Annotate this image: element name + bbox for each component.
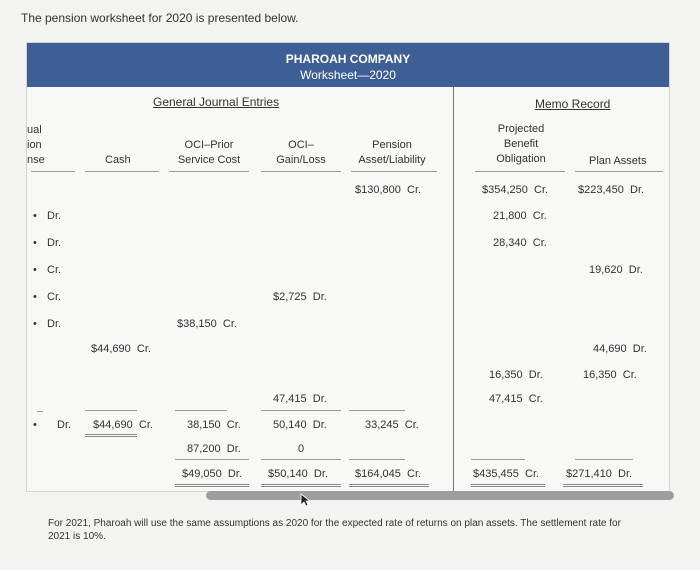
company-name: PHAROAH COMPANY: [285, 52, 411, 66]
pbo-value: 28,340 Cr.: [493, 237, 547, 249]
cash-header: Cash: [105, 154, 131, 166]
annual-expense-header: ual ion nse: [27, 124, 45, 166]
header-rule: [575, 171, 663, 172]
header-rule: [169, 171, 249, 172]
final-double-rule: [563, 484, 643, 487]
final-double-rule: [349, 484, 429, 487]
worksheet-banner: [27, 43, 669, 87]
opening-pension: $130,800 Cr.: [355, 184, 422, 196]
row-marker: •: [33, 210, 37, 222]
annual-expense-side: Dr.: [47, 210, 62, 222]
general-journal-heading: General Journal Entries: [153, 95, 280, 109]
header-rule: [31, 171, 75, 172]
opening-pbo: $354,250 Cr.: [482, 184, 549, 196]
memo-record-heading: Memo Record: [535, 97, 611, 111]
final-rule: [575, 459, 633, 460]
pension-worksheet: [26, 42, 670, 492]
pbo-final: $435,455 Cr.: [473, 468, 540, 480]
oci-prior-service-header: OCI–Prior Service Cost: [177, 139, 241, 166]
oci-gain-loss-total: 50,140 Dr.: [273, 419, 327, 431]
row-marker: •: [33, 237, 37, 249]
assumption-note: For 2021, Pharoah will use the same assumptions as 2020 for the expected rate of returns on plan assets. The settlement rate for 2021 is 10%.: [48, 518, 621, 542]
pension-final: $164,045 Cr.: [355, 468, 422, 480]
oci-prior-service-acc: 87,200 Dr.: [187, 443, 241, 455]
row-marker: •: [33, 291, 37, 303]
section-divider: [453, 87, 454, 491]
annual-expense-side: Dr.: [47, 318, 62, 330]
annual-expense-side: Cr.: [47, 291, 62, 303]
pbo-value: 47,415 Cr.: [489, 393, 543, 405]
cash-double-rule: [85, 434, 137, 437]
pbo-value: 16,350 Dr.: [489, 369, 543, 381]
oci-gain-loss-final: $50,140 Dr.: [268, 468, 328, 480]
final-rule: [349, 459, 405, 460]
annual-expense-side: Dr.: [57, 419, 72, 431]
oci-gain-loss-value: $2,725 Dr.: [273, 291, 327, 303]
plan-assets-value: 44,690 Dr.: [593, 343, 647, 355]
opening-plan-assets: $223,450 Dr.: [578, 184, 645, 196]
oci-gain-loss-header: OCI– Gain/Loss: [276, 139, 326, 166]
tick-mark: [37, 411, 43, 412]
oci-prior-service-final: $49,050 Dr.: [182, 468, 242, 480]
cash-value: $44,690 Cr.: [91, 343, 151, 355]
mouse-cursor-icon: [300, 493, 312, 507]
subtotal-rule: [261, 410, 341, 411]
subtotal-rule: [85, 410, 137, 411]
final-double-rule: [261, 484, 341, 487]
final-rule: [471, 459, 525, 460]
final-rule: [175, 459, 249, 460]
oci-gain-loss-acc: 0: [298, 443, 305, 455]
question-intro: The pension worksheet for 2020 is presented below.: [21, 11, 299, 25]
header-rule: [85, 171, 159, 172]
plan-assets-header: Plan Assets: [589, 155, 647, 167]
pension-asset-liability-header: Pension Asset/Liability: [358, 139, 426, 166]
pbo-value: 21,800 Cr.: [493, 210, 547, 222]
row-marker: •: [33, 419, 37, 431]
worksheet-title: Worksheet—2020: [300, 68, 396, 82]
pbo-header: Projected Benefit Obligation: [496, 123, 546, 165]
subtotal-rule: [349, 410, 405, 411]
header-rule: [261, 171, 341, 172]
header-rule: [475, 171, 565, 172]
oci-prior-service-total: 38,150 Cr.: [187, 419, 241, 431]
plan-assets-final: $271,410 Dr.: [566, 468, 633, 480]
oci-prior-service-value: $38,150 Cr.: [177, 318, 237, 330]
plan-assets-value: 16,350 Cr.: [583, 369, 637, 381]
row-marker: •: [33, 264, 37, 276]
pension-total: 33,245 Cr.: [365, 419, 419, 431]
subtotal-rule: [175, 410, 227, 411]
horizontal-scrollbar[interactable]: [206, 491, 674, 500]
final-rule: [261, 459, 341, 460]
cash-total: $44,690 Cr.: [93, 419, 153, 431]
annual-expense-side: Dr.: [47, 237, 62, 249]
header-rule: [351, 171, 437, 172]
final-double-rule: [175, 484, 249, 487]
oci-gain-loss-value: 47,415 Dr.: [273, 393, 327, 405]
annual-expense-side: Cr.: [47, 264, 62, 276]
plan-assets-value: 19,620 Dr.: [589, 264, 643, 276]
row-marker: •: [33, 318, 37, 330]
final-double-rule: [471, 484, 545, 487]
